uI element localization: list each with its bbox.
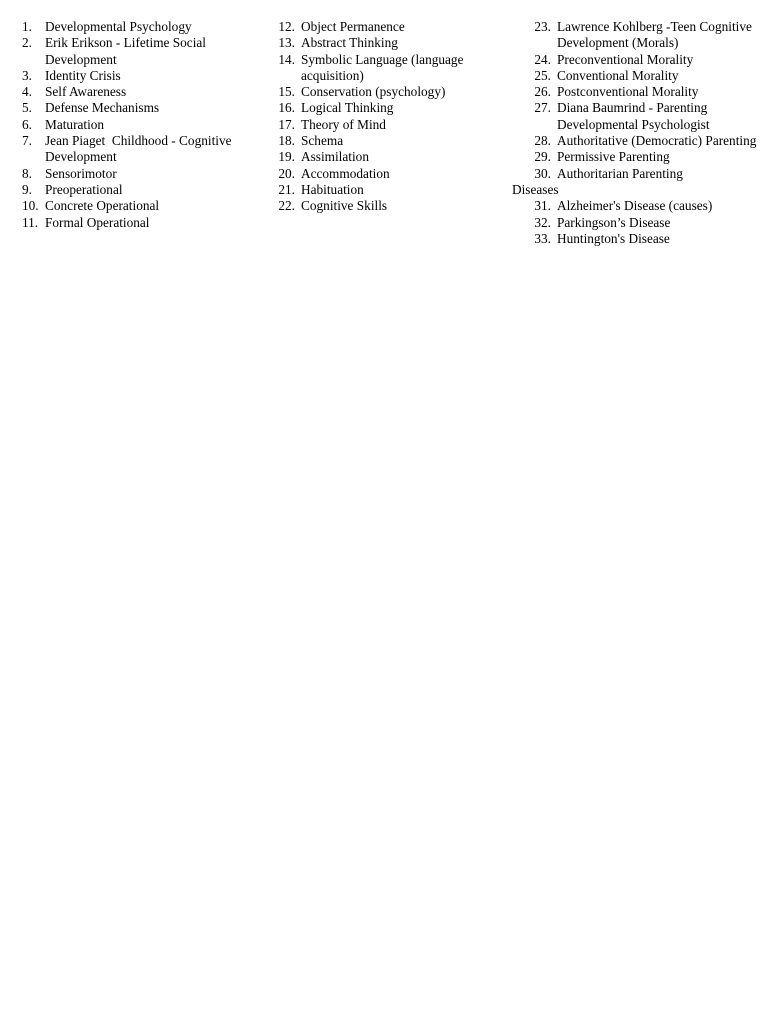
list-item bbox=[22, 68, 257, 84]
list-item bbox=[512, 19, 768, 52]
list-item bbox=[22, 166, 257, 182]
list-item bbox=[512, 231, 768, 247]
item-text: Symbolic Language (language acquisition) bbox=[301, 51, 464, 83]
item-text: Identity Crisis bbox=[45, 67, 121, 83]
item-number: 20. bbox=[278, 165, 295, 181]
list-item bbox=[512, 52, 768, 68]
list-item bbox=[512, 149, 768, 165]
item-text: Conventional Morality bbox=[557, 67, 679, 83]
item-number: 9. bbox=[22, 181, 32, 197]
item-text: Huntington's Disease bbox=[557, 230, 670, 246]
item-number: 19. bbox=[278, 149, 295, 165]
list-item bbox=[278, 35, 510, 51]
list-item bbox=[278, 166, 510, 182]
item-number: 11. bbox=[22, 214, 39, 230]
item-number: 27. bbox=[534, 100, 551, 116]
list-item bbox=[278, 52, 510, 85]
list-item bbox=[512, 100, 768, 133]
item-number: 2. bbox=[22, 35, 32, 51]
item-number: 4. bbox=[22, 84, 32, 100]
item-number: 6. bbox=[22, 116, 32, 132]
item-text: Developmental Psychology bbox=[45, 19, 192, 34]
list-item bbox=[22, 35, 257, 68]
list-item bbox=[512, 133, 768, 149]
list-item bbox=[22, 133, 257, 166]
list-item bbox=[22, 215, 257, 231]
item-text: Authoritative (Democratic) Parenting bbox=[557, 133, 757, 149]
list-column-1 bbox=[22, 19, 257, 231]
item-number: 16. bbox=[278, 100, 295, 116]
item-text: Erik Erikson - Lifetime Social Development bbox=[45, 35, 206, 67]
item-text: Accommodation bbox=[301, 165, 390, 181]
item-text: Sensorimotor bbox=[45, 165, 117, 181]
item-text: Abstract Thinking bbox=[301, 35, 398, 51]
item-number: 21. bbox=[278, 181, 295, 197]
item-text: Schema bbox=[301, 133, 344, 149]
item-number: 30. bbox=[534, 165, 551, 181]
section-heading-diseases: Diseases bbox=[512, 181, 559, 197]
item-number: 14. bbox=[278, 51, 295, 67]
item-number: 10. bbox=[22, 198, 39, 214]
item-number: 7. bbox=[22, 133, 32, 149]
item-text: Authoritarian Parenting bbox=[557, 165, 683, 181]
item-text: Jean Piaget Childhood - Cognitive Development bbox=[45, 133, 235, 165]
list-item bbox=[512, 68, 768, 84]
item-text: Cognitive Skills bbox=[301, 198, 388, 214]
list-item bbox=[22, 117, 257, 133]
item-text: Parkingson’s Disease bbox=[557, 214, 671, 230]
list-item bbox=[512, 215, 768, 231]
item-number: 15. bbox=[278, 84, 295, 100]
list-item bbox=[22, 182, 257, 198]
item-number: 26. bbox=[534, 84, 551, 100]
list-column-3 bbox=[512, 19, 768, 247]
item-number: 23. bbox=[534, 19, 551, 34]
item-number: 32. bbox=[534, 214, 551, 230]
item-text: Diana Baumrind - Parenting Developmental Psychologist bbox=[557, 100, 710, 132]
item-number: 29. bbox=[534, 149, 551, 165]
list-item bbox=[278, 198, 510, 214]
item-number: 17. bbox=[278, 116, 295, 132]
list-item bbox=[512, 166, 768, 182]
item-text: Assimilation bbox=[301, 149, 369, 165]
item-text: Conservation (psychology) bbox=[301, 84, 446, 100]
item-number: 22. bbox=[278, 198, 295, 214]
item-text: Object Permanence bbox=[301, 19, 405, 34]
item-text: Defense Mechanisms bbox=[45, 100, 160, 116]
list-item bbox=[278, 117, 510, 133]
item-text: Alzheimer's Disease (causes) bbox=[557, 198, 713, 214]
list-column-2 bbox=[278, 19, 510, 215]
item-text: Habituation bbox=[301, 181, 364, 197]
list-item bbox=[22, 19, 257, 35]
list-item bbox=[22, 84, 257, 100]
list-item bbox=[278, 149, 510, 165]
item-number: 25. bbox=[534, 67, 551, 83]
item-number: 12. bbox=[278, 19, 295, 34]
list-item bbox=[278, 19, 510, 35]
item-text: Lawrence Kohlberg -Teen Cognitive Development (Morals) bbox=[557, 19, 752, 51]
item-number: 13. bbox=[278, 35, 295, 51]
item-number: 5. bbox=[22, 100, 32, 116]
item-number: 31. bbox=[534, 198, 551, 214]
item-number: 24. bbox=[534, 51, 551, 67]
list-item bbox=[22, 198, 257, 214]
item-text: Preconventional Morality bbox=[557, 51, 694, 67]
item-number: 8. bbox=[22, 165, 32, 181]
item-text: Preoperational bbox=[45, 181, 123, 197]
item-text: Logical Thinking bbox=[301, 100, 394, 116]
item-number: 3. bbox=[22, 67, 32, 83]
list-item bbox=[512, 198, 768, 214]
item-text: Permissive Parenting bbox=[557, 149, 670, 165]
item-text: Concrete Operational bbox=[45, 198, 160, 214]
item-number: 33. bbox=[534, 230, 551, 246]
list-item bbox=[22, 100, 257, 116]
item-text: Maturation bbox=[45, 116, 105, 132]
item-text: Formal Operational bbox=[45, 214, 150, 230]
list-item bbox=[278, 182, 510, 198]
item-text: Postconventional Morality bbox=[557, 84, 699, 100]
item-number: 1. bbox=[22, 19, 32, 34]
list-item bbox=[512, 84, 768, 100]
item-number: 28. bbox=[534, 133, 551, 149]
item-text: Self Awareness bbox=[45, 84, 127, 100]
list-item bbox=[278, 133, 510, 149]
item-number: 18. bbox=[278, 133, 295, 149]
list-item bbox=[278, 100, 510, 116]
item-text: Theory of Mind bbox=[301, 116, 386, 132]
list-item bbox=[278, 84, 510, 100]
